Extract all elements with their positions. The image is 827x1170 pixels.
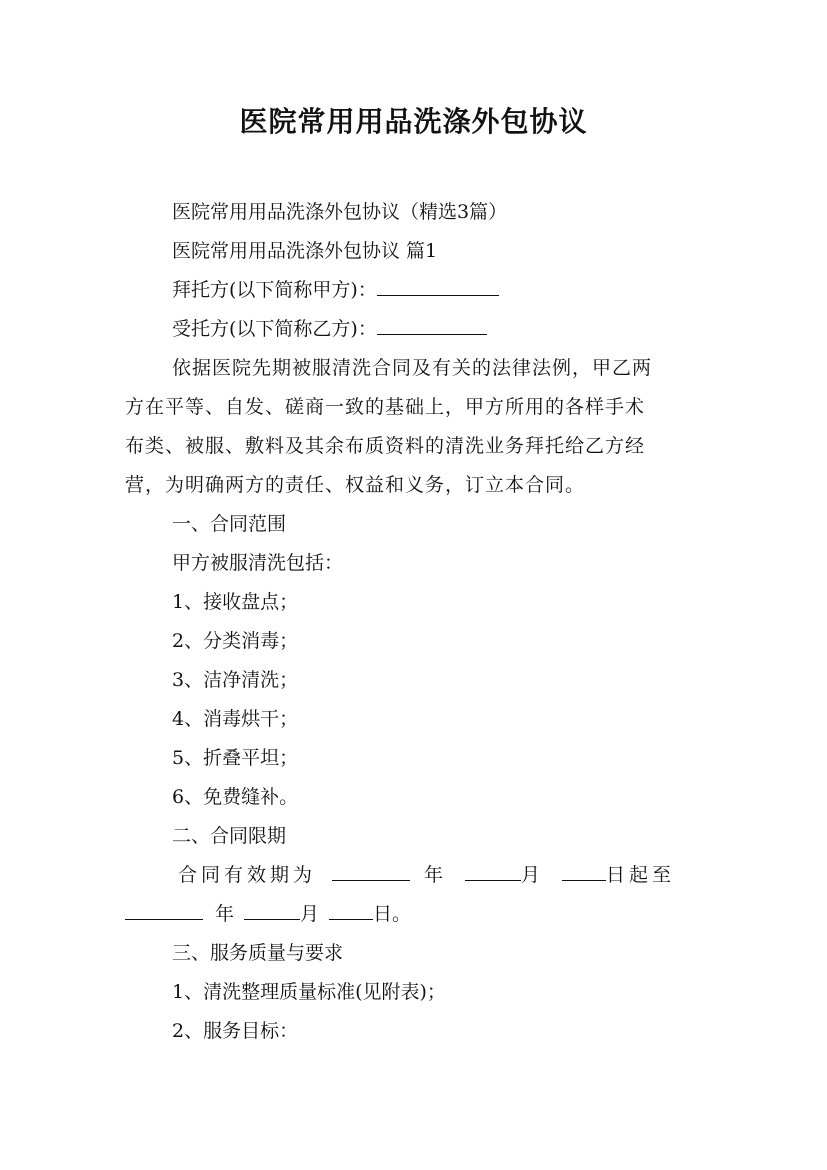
- party-b-blank: [377, 316, 487, 335]
- party-b-line: [172, 316, 487, 342]
- term-end-month-blank: [244, 901, 300, 920]
- scope-intro: 甲方被服清洗包括：: [172, 552, 344, 574]
- section-heading-scope: 一、合同范围: [172, 513, 287, 535]
- list-item: 3、洁净清洗；: [172, 669, 299, 691]
- list-item: 1、清洗整理质量标准(见附表)；: [172, 981, 446, 1003]
- party-a-line: [172, 277, 499, 303]
- list-item: 2、服务目标：: [172, 1020, 299, 1042]
- paragraph-line: 依据医院先期被服清洗合同及有关的法律法例，甲乙两: [172, 357, 653, 379]
- term-month-label: 月: [521, 864, 545, 886]
- term-line-2: [125, 901, 411, 927]
- party-a-label: 拜托方(以下简称甲方)：: [172, 279, 377, 301]
- section-heading-quality: 三、服务质量与要求: [172, 942, 344, 964]
- term-prefix: 合同有效期为: [178, 864, 317, 886]
- list-item: 2、分类消毒；: [172, 630, 299, 652]
- subtitle-line: 医院常用用品洗涤外包协议（精选3篇）: [172, 201, 508, 223]
- term-start-month-blank: [465, 862, 521, 881]
- party-a-blank: [377, 277, 499, 296]
- paragraph-line: 布类、被服、敷料及其余布质资料的清洗业务拜托给乙方经: [125, 435, 646, 457]
- term-day-from: 日起至: [606, 864, 676, 886]
- list-item: 4、消毒烘干；: [172, 708, 299, 730]
- paragraph-line: 营，为明确两方的责任、权益和义务，订立本合同。: [125, 474, 586, 496]
- term-end-year-blank: [125, 901, 203, 920]
- term-line-1: [178, 862, 675, 888]
- paragraph-line: 方在平等、自发、磋商一致的基础上，甲方所用的各样手术: [125, 396, 646, 418]
- term-day-end: 日。: [373, 903, 412, 925]
- term-month2-label: 月: [300, 903, 320, 925]
- term-year-label: 年: [424, 864, 448, 886]
- term-start-day-blank: [562, 862, 606, 881]
- list-item: 5、折叠平坦；: [172, 747, 299, 769]
- party-b-label: 受托方(以下简称乙方)：: [172, 318, 377, 340]
- document-title: 医院常用用品洗涤外包协议: [239, 105, 588, 138]
- section-heading-1: 医院常用用品洗涤外包协议 篇1: [172, 240, 438, 262]
- term-year2-label: 年: [215, 903, 235, 925]
- term-start-year-blank: [332, 862, 410, 881]
- list-item: 6、免费缝补。: [172, 786, 299, 808]
- section-heading-term: 二、合同限期: [172, 825, 287, 847]
- term-end-day-blank: [329, 901, 373, 920]
- list-item: 1、接收盘点；: [172, 591, 299, 613]
